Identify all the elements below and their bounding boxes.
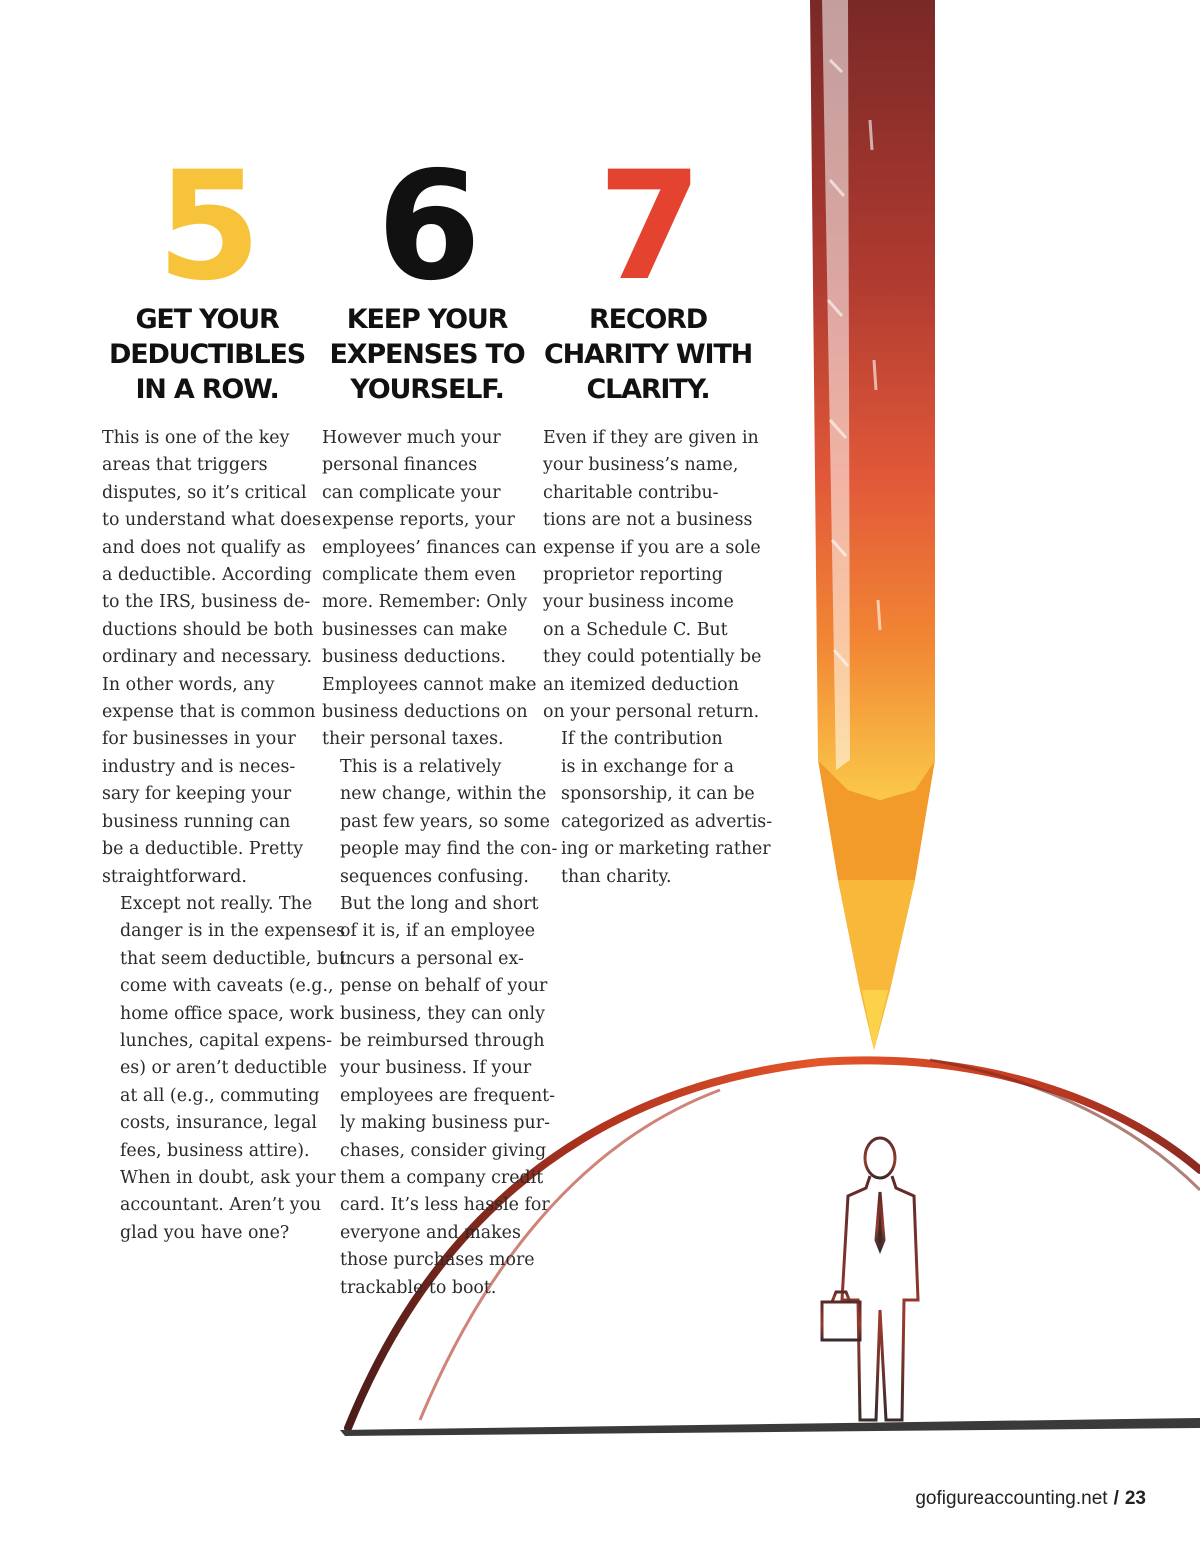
body-line: Employees cannot make — [322, 674, 537, 695]
body-line: on a Schedule C. But — [543, 619, 728, 640]
body-line: In other words, any — [102, 674, 275, 695]
body-line: than charity. — [561, 866, 672, 887]
body-line: expense reports, your — [322, 510, 515, 531]
heading-line: EXPENSES TO — [329, 339, 525, 370]
body-line: This is a relatively — [340, 756, 502, 777]
tip-body — [322, 425, 558, 1302]
body-line: glad you have one? — [120, 1222, 290, 1243]
body-line: new change, within the — [340, 784, 547, 805]
body-paragraph — [322, 425, 537, 754]
body-line: business deductions. — [322, 647, 506, 668]
body-line: sary for keeping your — [102, 784, 292, 805]
body-line: card. It’s less hassle for — [340, 1195, 550, 1216]
pencil — [810, 0, 935, 1050]
body-line: for businesses in your — [102, 729, 296, 750]
body-line: fees, business attire). — [120, 1140, 310, 1161]
body-line: ordinary and necessary. — [102, 647, 313, 668]
heading-line: GET YOUR — [135, 304, 279, 335]
body-line: your business income — [543, 592, 734, 613]
body-line: and does not qualify as — [102, 537, 306, 558]
body-paragraph — [102, 425, 322, 891]
body-line: But the long and short — [340, 893, 539, 914]
body-line: be reimbursed through — [340, 1030, 545, 1051]
heading-line: KEEP YOUR — [346, 304, 508, 335]
body-line: on your personal return. — [543, 702, 760, 723]
body-line: expense if you are a sole — [543, 537, 761, 558]
body-line: However much your — [322, 428, 501, 448]
body-line: their personal taxes. — [322, 729, 504, 750]
body-line: business running can — [102, 811, 291, 832]
body-line: costs, insurance, legal — [120, 1113, 317, 1134]
body-line: tions are not a business — [543, 510, 753, 531]
body-line: personal finances — [322, 455, 478, 476]
body-line: businesses can make — [322, 619, 508, 640]
tip-body — [543, 425, 773, 891]
body-line: lunches, capital expens- — [120, 1030, 332, 1051]
body-paragraph — [543, 726, 773, 890]
body-paragraph — [322, 754, 558, 1302]
body-line: past few years, so some — [340, 811, 550, 832]
body-line: employees’ finances can — [322, 537, 537, 558]
body-line: Except not really. The — [120, 893, 313, 914]
body-line: of it is, if an employee — [340, 921, 536, 942]
body-line: at all (e.g., commuting — [120, 1085, 320, 1106]
footer-separator: / — [1113, 1488, 1119, 1509]
body-line: them a company credit — [340, 1167, 544, 1188]
body-line: pense on behalf of your — [340, 976, 548, 997]
body-line: that seem deductible, but — [120, 948, 347, 969]
body-line: come with caveats (e.g., — [120, 976, 334, 997]
body-line: disputes, so it’s critical — [102, 482, 307, 503]
tip-heading — [322, 302, 532, 407]
heading-line: RECORD — [588, 304, 707, 335]
body-line: more. Remember: Only — [322, 592, 528, 613]
body-line: everyone and makes — [340, 1222, 521, 1243]
body-line: your business. If your — [340, 1058, 532, 1079]
body-line: those purchases more — [340, 1250, 535, 1271]
tip-heading — [102, 302, 312, 407]
body-line: be a deductible. Pretty — [102, 839, 304, 860]
body-line: trackable to boot. — [340, 1277, 497, 1298]
body-line: sponsorship, it can be — [561, 784, 755, 805]
body-line: business, they can only — [340, 1003, 545, 1024]
body-line: danger is in the expenses — [120, 921, 346, 942]
body-line: they could potentially be — [543, 647, 762, 668]
body-line: Even if they are given in — [543, 428, 759, 448]
heading-line: IN A ROW. — [135, 374, 279, 405]
body-line: ing or marketing rather — [561, 839, 771, 860]
body-line: employees are frequent- — [340, 1085, 556, 1106]
body-line: an itemized deduction — [543, 674, 739, 695]
page-footer — [915, 1488, 1146, 1510]
body-line: categorized as advertis- — [561, 811, 773, 832]
body-line: sequences confusing. — [340, 866, 529, 887]
tip-body — [102, 425, 347, 1247]
body-line: to the IRS, business de- — [102, 592, 311, 613]
body-line: chases, consider giving — [340, 1140, 547, 1161]
body-line: es) or aren’t deductible — [120, 1058, 328, 1079]
businessman-figure — [822, 1138, 918, 1420]
page-number: 23 — [1124, 1488, 1146, 1509]
body-line: proprietor reporting — [543, 565, 723, 586]
body-line: incurs a personal ex- — [340, 948, 524, 969]
body-line: your business’s name, — [543, 455, 739, 476]
body-line: business deductions on — [322, 702, 528, 723]
heading-line: DEDUCTIBLES — [109, 339, 305, 370]
body-line: home office space, work — [120, 1003, 334, 1024]
ground-line — [340, 1418, 1200, 1436]
body-line: expense that is common — [102, 702, 316, 723]
body-line: When in doubt, ask your — [120, 1167, 336, 1188]
body-line: complicate them even — [322, 565, 516, 586]
body-line: to understand what does — [102, 510, 322, 531]
body-line: can complicate your — [322, 482, 501, 503]
body-line: This is one of the key — [102, 428, 290, 448]
tip-number: 6 — [376, 140, 478, 314]
body-line: industry and is neces- — [102, 756, 296, 777]
site-url: gofigureaccounting.net — [915, 1488, 1108, 1509]
tip-number: 7 — [597, 140, 699, 314]
heading-line: CHARITY WITH — [544, 339, 752, 370]
tip-column-5 — [102, 140, 347, 1247]
body-line: accountant. Aren’t you — [120, 1195, 322, 1216]
tip-column-6 — [322, 140, 558, 1302]
body-line: charitable contribu- — [543, 482, 719, 503]
body-paragraph — [102, 891, 347, 1247]
body-line: people may find the con- — [340, 839, 558, 860]
tip-heading — [543, 302, 753, 407]
body-line: is in exchange for a — [561, 756, 734, 777]
body-line: ductions should be both — [102, 619, 314, 640]
tip-column-7 — [543, 140, 773, 891]
heading-line: CLARITY. — [586, 374, 710, 405]
body-line: straightforward. — [102, 866, 247, 887]
body-paragraph — [543, 425, 762, 726]
body-line: areas that triggers — [102, 455, 268, 476]
tip-number: 5 — [156, 140, 258, 314]
heading-line: YOURSELF. — [350, 374, 504, 405]
body-line: If the contribution — [561, 729, 723, 750]
body-line: a deductible. According — [102, 565, 312, 586]
body-line: ly making business pur- — [340, 1113, 550, 1134]
